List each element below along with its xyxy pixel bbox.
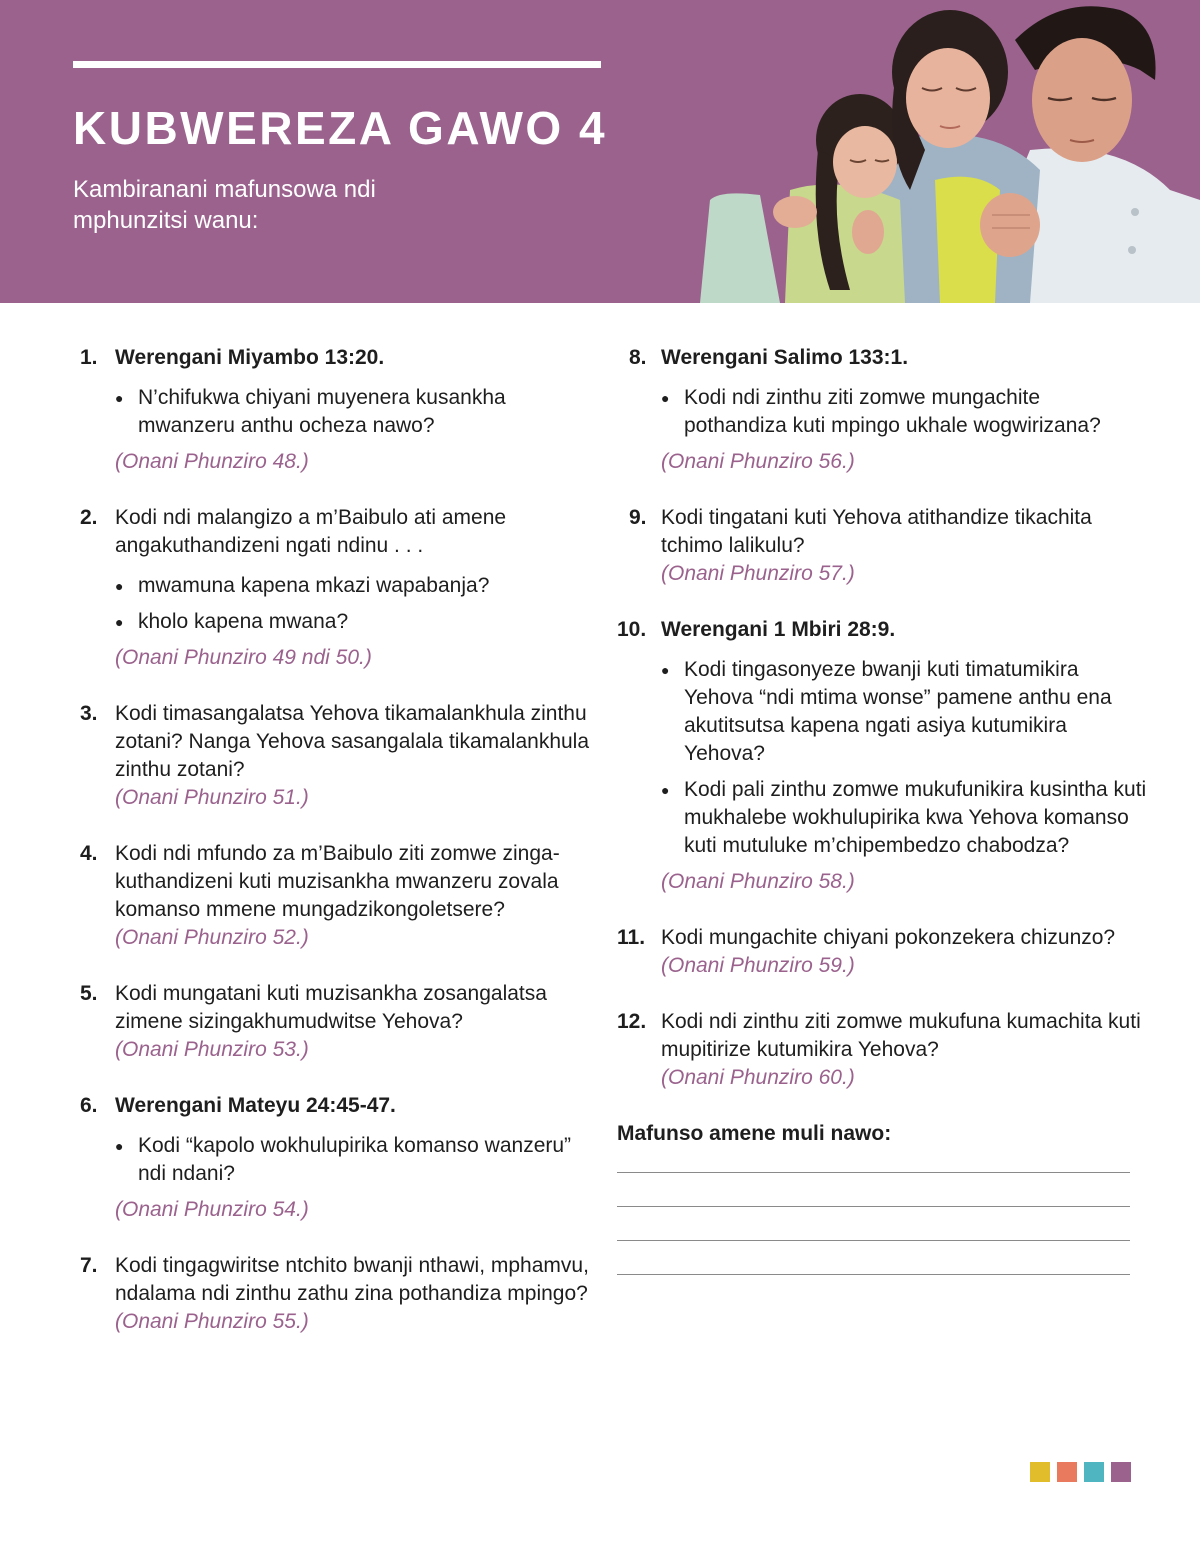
header-banner [0, 0, 1200, 303]
question-number: 8. [629, 346, 647, 369]
question-item [617, 344, 1147, 476]
question-title: Werengani Salimo 133:1. [661, 346, 909, 369]
swatch-teal [1084, 1462, 1104, 1482]
questions-left-column [80, 344, 600, 1336]
page-title: KUBWEREZA GAWO 4 [73, 102, 608, 154]
swatch-purple [1111, 1462, 1131, 1482]
lesson-reference: (Onani Phunziro 51.) [115, 786, 309, 809]
question-number: 5. [80, 982, 98, 1005]
question-bullets [115, 572, 600, 636]
question-bullet: ● Kodi pali zinthu zomwe mukufunikira kusintha kuti mukhalebe wokhulupirika kwa Yehova komanso kuti mutuluke m’chipembedzo chabodza? [661, 776, 1147, 860]
question-number: 2. [80, 506, 98, 529]
lesson-reference: (Onani Phunziro 49 ndi 50.) [115, 646, 372, 669]
page-subtitle: Kambiranani mafunsowa ndi mphunzitsi wanu: [73, 176, 376, 234]
lesson-reference: (Onani Phunziro 54.) [115, 1198, 309, 1221]
family-praying-illustration [700, 0, 1200, 303]
answer-line[interactable] [617, 1206, 1130, 1207]
question-text: Kodi mungachite chiyani pokonzekera chizunzo? [661, 926, 1116, 949]
question-bullets [661, 384, 1147, 440]
lesson-reference: (Onani Phunziro 57.) [661, 562, 855, 585]
question-title: Werengani Miyambo 13:20. [115, 346, 385, 369]
question-number: 1. [80, 346, 98, 369]
questions-right-column [617, 344, 1147, 1275]
lesson-reference: (Onani Phunziro 60.) [661, 1066, 855, 1089]
question-item [80, 1252, 600, 1336]
answer-line[interactable] [617, 1172, 1130, 1173]
color-swatches [1030, 1462, 1131, 1482]
question-item [617, 616, 1147, 896]
question-bullets [661, 656, 1147, 860]
question-item [80, 840, 600, 952]
question-item [80, 700, 600, 812]
answer-line[interactable] [617, 1274, 1130, 1275]
question-bullet: ● kholo kapena mwana? [115, 608, 600, 636]
lesson-reference: (Onani Phunziro 53.) [115, 1038, 309, 1061]
header-rule [73, 61, 601, 68]
lesson-reference: (Onani Phunziro 52.) [115, 926, 309, 949]
question-number: 6. [80, 1094, 98, 1117]
question-item [617, 504, 1147, 588]
question-item [617, 1008, 1147, 1092]
question-text: Kodi mungatani kuti muzisankha zosangalatsa zimene sizingakhumudwitse Yehova? [115, 982, 547, 1033]
question-title: Werengani Mateyu 24:45-47. [115, 1094, 396, 1117]
question-item [617, 924, 1147, 980]
lesson-reference: (Onani Phunziro 58.) [661, 870, 855, 893]
question-bullet: ● mwamuna kapena mkazi wapabanja? [115, 572, 600, 600]
lesson-reference: (Onani Phunziro 55.) [115, 1310, 309, 1333]
swatch-coral [1057, 1462, 1077, 1482]
question-number: 7. [80, 1254, 98, 1277]
question-text: Kodi tingatani kuti Yehova atithandize tikachita tchimo lalikulu? [661, 506, 1092, 557]
question-bullet: ● N’chifukwa chiyani muyenera kusankha mwanzeru anthu ocheza nawo? [115, 384, 600, 440]
question-text: Kodi timasangalatsa Yehova tikamalankhula zinthu zotani? Nanga Yehova sasangalala tikamalankhula zinthu zotani? [115, 702, 590, 781]
question-item [80, 980, 600, 1064]
question-text: Kodi ndi mfundo za m’Baibulo ziti zomwe zingakuthandizeni kuti muzisankha mwanzeru zovala komanso mmene mungadzikongoletsere? [115, 842, 560, 921]
question-number: 12. [617, 1010, 647, 1033]
swatch-yellow [1030, 1462, 1050, 1482]
question-number: 3. [80, 702, 98, 725]
question-text: Kodi tingagwiritse ntchito bwanji nthawi, mphamvu, ndalama ndi zinthu zathu zina pothandiza mpingo? [115, 1254, 589, 1305]
lesson-reference: (Onani Phunziro 56.) [661, 450, 855, 473]
question-number: 11. [617, 926, 646, 949]
question-title: Werengani 1 Mbiri 28:9. [661, 618, 896, 641]
question-bullet: ● Kodi tingasonyeze bwanji kuti timatumikira Yehova “ndi mtima wonse” pamene anthu ena akutitsutsa kapena ngati asiya kutumikira Yehova? [661, 656, 1147, 768]
question-number: 10. [617, 618, 647, 641]
question-item [80, 504, 600, 672]
question-bullet: ● Kodi “kapolo wokhulupirika komanso wanzeru” ndi ndani? [115, 1132, 600, 1188]
lesson-reference: (Onani Phunziro 59.) [661, 954, 855, 977]
question-bullet: ● Kodi ndi zinthu ziti zomwe mungachite pothandiza kuti mpingo ukhale wogwirizana? [661, 384, 1147, 440]
answer-lines [617, 1172, 1147, 1275]
answers-label: Mafunso amene muli nawo: [617, 1122, 892, 1145]
question-number: 9. [629, 506, 647, 529]
question-item [80, 1092, 600, 1224]
lesson-reference: (Onani Phunziro 48.) [115, 450, 309, 473]
question-text: Kodi ndi malangizo a m’Baibulo ati amene angakuthandizeni ngati ndinu . . . [115, 506, 507, 557]
question-bullets [115, 1132, 600, 1188]
answer-line[interactable] [617, 1240, 1130, 1241]
question-bullets [115, 384, 600, 440]
question-item [80, 344, 600, 476]
question-text: Kodi ndi zinthu ziti zomwe mukufuna kumachita kuti mupitirize kutumikira Yehova? [661, 1010, 1141, 1061]
question-number: 4. [80, 842, 98, 865]
